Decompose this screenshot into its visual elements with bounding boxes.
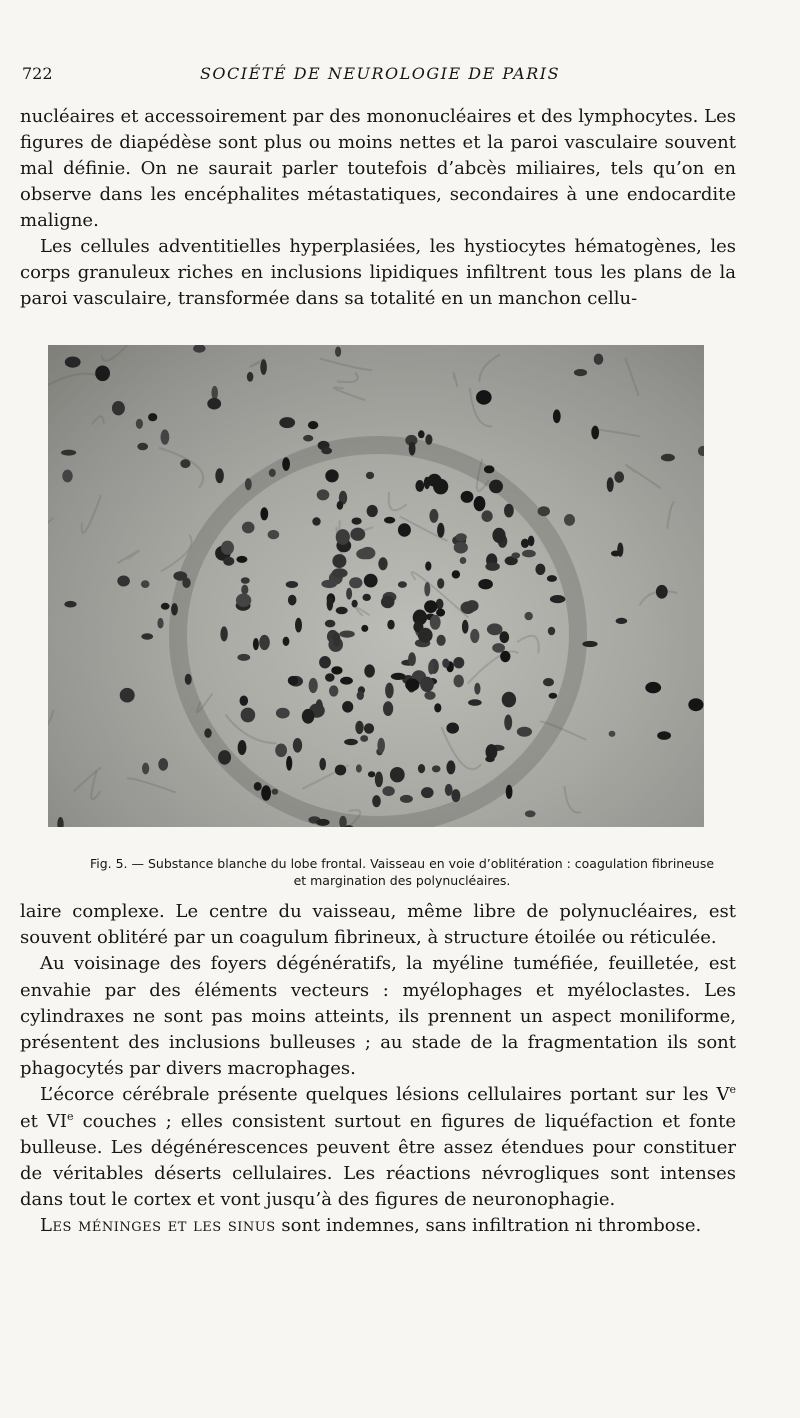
cell-nucleus	[688, 698, 703, 711]
cell-nucleus	[366, 472, 374, 479]
cell-nucleus	[332, 568, 348, 578]
cell-nucleus	[466, 600, 479, 612]
cell-nucleus	[433, 479, 448, 495]
cell-nucleus	[204, 728, 211, 738]
cell-nucleus	[547, 575, 557, 582]
cell-nucleus	[591, 426, 599, 440]
cell-nucleus	[211, 386, 218, 400]
paragraph: L’écorce cérébrale présente quelques lésions cellulaires portant sur les Ve et VIe couches ; elles consistent surtout en figures de liquéfaction et fonte bulleuse. Les dégénérescences peuvent être assez étendues pour constituer de véritables déserts cellulaires. Les réactions névrogliques sont intenses dans tout le cortex et vont jusqu’à des figures de neuronophagie.	[20, 1083, 736, 1211]
cell-nucleus	[136, 419, 143, 429]
cell-nucleus	[193, 345, 205, 353]
caption-line: et margination des polynucléaires.	[293, 873, 511, 888]
cell-nucleus	[148, 413, 157, 421]
cell-nucleus	[161, 429, 170, 444]
cell-nucleus	[112, 401, 125, 415]
cell-nucleus	[237, 654, 250, 661]
cell-nucleus	[286, 756, 292, 771]
cell-nucleus	[543, 678, 554, 686]
cell-nucleus	[279, 417, 295, 428]
cell-nucleus	[321, 447, 332, 454]
cell-nucleus	[319, 656, 331, 668]
cell-nucleus	[421, 787, 434, 798]
cell-nucleus	[574, 369, 587, 376]
cell-nucleus	[120, 688, 135, 703]
cell-nucleus	[656, 585, 668, 599]
cell-nucleus	[282, 457, 290, 471]
cell-nucleus	[269, 469, 276, 477]
cell-nucleus	[254, 782, 262, 791]
cell-nucleus	[405, 679, 419, 692]
cell-nucleus	[500, 631, 510, 643]
cell-nucleus	[382, 786, 394, 796]
cell-nucleus	[275, 744, 287, 758]
cell-nucleus	[408, 652, 416, 666]
cell-nucleus	[220, 626, 227, 641]
cell-nucleus	[357, 691, 364, 700]
paragraph: laire complexe. Le centre du vaisseau, même libre de polynucléaires, est souvent oblitéré par un coagulum fibrineux, à structure étoilée ou réticulée.	[20, 901, 736, 949]
cell-nucleus	[390, 767, 405, 782]
cell-nucleus	[454, 542, 468, 554]
cell-nucleus	[485, 756, 494, 762]
caption-line: Fig. 5. — Substance blanche du lobe frontal. Vaisseau en voie d’oblitération : coagulation fibrineuse	[89, 856, 715, 871]
cell-nucleus	[333, 632, 341, 646]
cell-nucleus	[241, 577, 250, 584]
cell-nucleus	[360, 735, 368, 742]
cell-nucleus	[425, 561, 431, 570]
paragraph: nucléaires et accessoirement par des mononucléaires et des lymphocytes. Les figures de diapédèse sont plus ou moins nettes et la paroi vasculaire souvent mal définie. On ne saurait parler toutefois d’abcès miliaires, tels qu’on en observe dans les encéphalites métastatiques, secondaires à une endocardite maligne.	[20, 106, 736, 231]
cell-nucleus	[485, 562, 499, 571]
cell-nucleus	[363, 594, 371, 601]
cell-nucleus	[462, 620, 469, 634]
cell-nucleus	[321, 580, 337, 588]
cell-nucleus	[344, 739, 358, 745]
cell-nucleus	[645, 682, 661, 693]
paragraph: Les cellules adventitielles hyperplasiées, les hystiocytes hématogènes, les corps granuleux riches en inclusions lipidiques infiltrent tous les plans de la paroi vasculaire, transformée dans sa totalité en un manchon cellu-	[20, 236, 736, 309]
cell-nucleus	[428, 661, 434, 674]
cell-nucleus	[489, 480, 503, 494]
cell-nucleus	[352, 518, 362, 525]
cell-nucleus	[238, 740, 247, 755]
cell-nucleus	[368, 771, 375, 777]
cell-nucleus	[452, 570, 460, 578]
cell-nucleus	[437, 635, 446, 646]
cell-nucleus	[339, 631, 354, 638]
cell-nucleus	[420, 677, 434, 692]
cell-nucleus	[436, 609, 445, 617]
cell-nucleus	[261, 785, 271, 800]
cell-nucleus	[377, 738, 385, 753]
cell-nucleus	[506, 785, 513, 799]
cell-nucleus	[698, 446, 704, 456]
cell-nucleus	[317, 489, 330, 500]
cell-nucleus	[385, 683, 394, 699]
cell-nucleus	[241, 708, 256, 723]
cell-nucleus	[492, 643, 505, 653]
cell-nucleus	[247, 372, 254, 382]
cell-nucleus	[61, 450, 76, 456]
cell-nucleus	[400, 795, 413, 803]
cell-nucleus	[517, 727, 532, 737]
cell-nucleus	[319, 758, 326, 770]
cell-nucleus	[95, 366, 110, 382]
cell-nucleus	[445, 784, 453, 796]
cell-nucleus	[180, 459, 190, 468]
cell-nucleus	[303, 435, 313, 442]
running-title: SOCIÉTÉ DE NEUROLOGIE DE PARIS	[199, 64, 561, 83]
cell-nucleus	[329, 685, 338, 696]
cell-nucleus	[429, 509, 438, 523]
cell-nucleus	[446, 723, 459, 734]
cell-nucleus	[173, 571, 187, 580]
cell-nucleus	[391, 673, 406, 680]
text-block-bottom	[20, 899, 736, 1240]
cell-nucleus	[352, 600, 358, 608]
cell-nucleus	[245, 478, 252, 490]
cell-nucleus	[525, 810, 536, 817]
cell-nucleus	[460, 557, 467, 564]
cell-nucleus	[607, 477, 614, 492]
cell-nucleus	[253, 638, 259, 650]
cell-nucleus	[502, 692, 516, 708]
cell-nucleus	[378, 557, 387, 570]
cell-nucleus	[325, 673, 335, 682]
cell-nucleus	[260, 507, 268, 520]
cell-nucleus	[242, 522, 255, 534]
cell-nucleus	[137, 443, 148, 450]
cell-nucleus	[484, 465, 495, 473]
cell-nucleus	[384, 517, 395, 524]
cell-nucleus	[424, 600, 437, 613]
cell-nucleus	[375, 772, 383, 788]
cell-nucleus	[325, 469, 338, 482]
cell-nucleus	[335, 765, 346, 776]
cell-nucleus	[308, 421, 318, 429]
cell-nucleus	[482, 510, 493, 522]
cell-nucleus	[409, 442, 416, 456]
cell-nucleus	[288, 676, 298, 685]
cell-nucleus	[141, 580, 150, 588]
cell-nucleus	[474, 683, 480, 695]
cell-nucleus	[240, 696, 249, 706]
cell-nucleus	[364, 723, 374, 734]
cell-nucleus	[218, 750, 231, 765]
cell-nucleus	[283, 637, 290, 646]
cell-nucleus	[364, 574, 378, 588]
cell-nucleus	[398, 581, 407, 588]
cell-nucleus	[383, 701, 393, 716]
cell-nucleus	[614, 471, 624, 482]
cell-nucleus	[434, 703, 441, 712]
cell-nucleus	[512, 552, 521, 558]
cell-nucleus	[522, 550, 536, 558]
cell-nucleus	[236, 556, 247, 563]
cell-nucleus	[356, 549, 372, 560]
cell-nucleus	[535, 564, 545, 575]
cell-nucleus	[327, 597, 334, 611]
cell-nucleus	[437, 523, 444, 538]
cell-nucleus	[476, 390, 492, 405]
running-header	[22, 64, 738, 88]
cell-nucleus	[424, 582, 430, 596]
figure-caption	[48, 855, 756, 889]
cell-nucleus	[661, 454, 675, 462]
cell-nucleus	[430, 615, 441, 630]
cell-nucleus	[470, 629, 479, 643]
cell-nucleus	[424, 477, 430, 489]
cell-nucleus	[355, 721, 363, 734]
cell-nucleus	[157, 618, 163, 629]
text-block-top	[20, 104, 736, 312]
cell-nucleus	[415, 480, 424, 492]
cell-nucleus	[538, 506, 550, 516]
cell-nucleus	[64, 601, 76, 608]
paragraph: Au voisinage des foyers dégénératifs, la myéline tuméfiée, feuilletée, est envahie par des éléments vecteurs : myélophages et myéloclastes. Les cylindraxes ne sont pas moins atteints, ils prennent un aspect moniliforme, présentent des inclusions bulleuses ; au stade de la fragmentation ils sont phagocytés par divers macrophages.	[20, 953, 736, 1080]
cell-nucleus	[260, 359, 267, 375]
cell-nucleus	[309, 678, 318, 693]
cell-nucleus	[424, 691, 435, 700]
cell-nucleus	[387, 620, 394, 630]
micrograph-image	[48, 345, 704, 827]
cell-nucleus	[381, 596, 395, 609]
cell-nucleus	[171, 603, 178, 615]
cell-nucleus	[478, 579, 493, 589]
cell-nucleus	[268, 530, 280, 539]
cell-nucleus	[361, 625, 368, 632]
cell-nucleus	[161, 603, 170, 610]
cell-nucleus	[372, 795, 381, 807]
cell-nucleus	[550, 595, 565, 603]
cell-nucleus	[582, 641, 597, 647]
cell-nucleus	[468, 699, 482, 706]
cell-nucleus	[594, 354, 604, 365]
cell-nucleus	[356, 764, 362, 772]
cell-nucleus	[616, 618, 628, 624]
cell-nucleus	[437, 578, 444, 588]
cell-nucleus	[525, 612, 533, 620]
cell-nucleus	[332, 554, 346, 568]
cell-nucleus	[325, 620, 336, 628]
cell-nucleus	[312, 517, 320, 525]
cell-nucleus	[346, 588, 352, 600]
cell-nucleus	[504, 504, 514, 518]
cell-nucleus	[364, 664, 375, 677]
cell-nucleus	[65, 357, 81, 368]
cell-nucleus	[398, 523, 411, 537]
cell-nucleus	[548, 627, 555, 636]
cell-nucleus	[418, 628, 433, 643]
cell-nucleus	[331, 666, 342, 674]
cell-nucleus	[474, 496, 486, 511]
cell-nucleus	[564, 514, 575, 526]
cell-nucleus	[215, 468, 224, 483]
cell-nucleus	[451, 789, 460, 802]
cell-nucleus	[207, 398, 221, 410]
cell-nucleus	[500, 651, 510, 662]
cell-nucleus	[549, 693, 558, 699]
cell-nucleus	[454, 675, 464, 688]
cell-nucleus	[335, 347, 341, 357]
cell-nucleus	[425, 434, 432, 445]
cell-nucleus	[236, 594, 251, 607]
cell-nucleus	[349, 577, 362, 588]
cell-nucleus	[276, 708, 290, 719]
cell-nucleus	[272, 789, 279, 795]
cell-nucleus	[418, 764, 425, 773]
cell-nucleus	[456, 533, 467, 541]
cell-nucleus	[286, 581, 298, 588]
cell-nucleus	[316, 819, 330, 826]
page-number: 722	[22, 64, 53, 83]
cell-nucleus	[342, 701, 353, 713]
cell-nucleus	[418, 430, 425, 438]
cell-nucleus	[521, 539, 529, 548]
cell-nucleus	[223, 557, 234, 566]
cell-nucleus	[611, 551, 621, 557]
cell-nucleus	[446, 760, 455, 774]
cell-nucleus	[158, 758, 168, 771]
cell-nucleus	[288, 595, 297, 606]
cell-nucleus	[336, 529, 350, 545]
cell-nucleus	[117, 576, 130, 587]
cell-nucleus	[185, 674, 192, 685]
cell-nucleus	[657, 731, 671, 740]
cell-nucleus	[57, 817, 63, 827]
cell-nucleus	[302, 709, 315, 724]
cell-nucleus	[141, 633, 153, 639]
cell-nucleus	[453, 657, 464, 668]
paragraph: Les méninges et les sinus sont indemnes, sans infiltration ni thrombose.	[40, 1215, 702, 1237]
cell-nucleus	[492, 528, 505, 543]
cell-nucleus	[350, 528, 365, 541]
cell-nucleus	[337, 501, 344, 510]
cell-nucleus	[142, 763, 149, 775]
cell-nucleus	[241, 585, 248, 595]
cell-nucleus	[295, 618, 302, 633]
cell-nucleus	[293, 738, 302, 753]
cell-nucleus	[367, 505, 378, 517]
cell-nucleus	[609, 731, 616, 737]
cell-nucleus	[259, 635, 270, 650]
cell-nucleus	[221, 541, 234, 555]
cell-nucleus	[504, 715, 512, 731]
cell-nucleus	[62, 470, 72, 483]
cell-nucleus	[336, 607, 348, 614]
cell-nucleus	[340, 677, 353, 685]
cell-nucleus	[461, 491, 474, 503]
cell-nucleus	[487, 623, 503, 635]
cell-nucleus	[553, 409, 561, 423]
cell-nucleus	[432, 765, 441, 772]
micrograph-figure	[48, 345, 704, 827]
cell-nucleus	[442, 659, 449, 668]
